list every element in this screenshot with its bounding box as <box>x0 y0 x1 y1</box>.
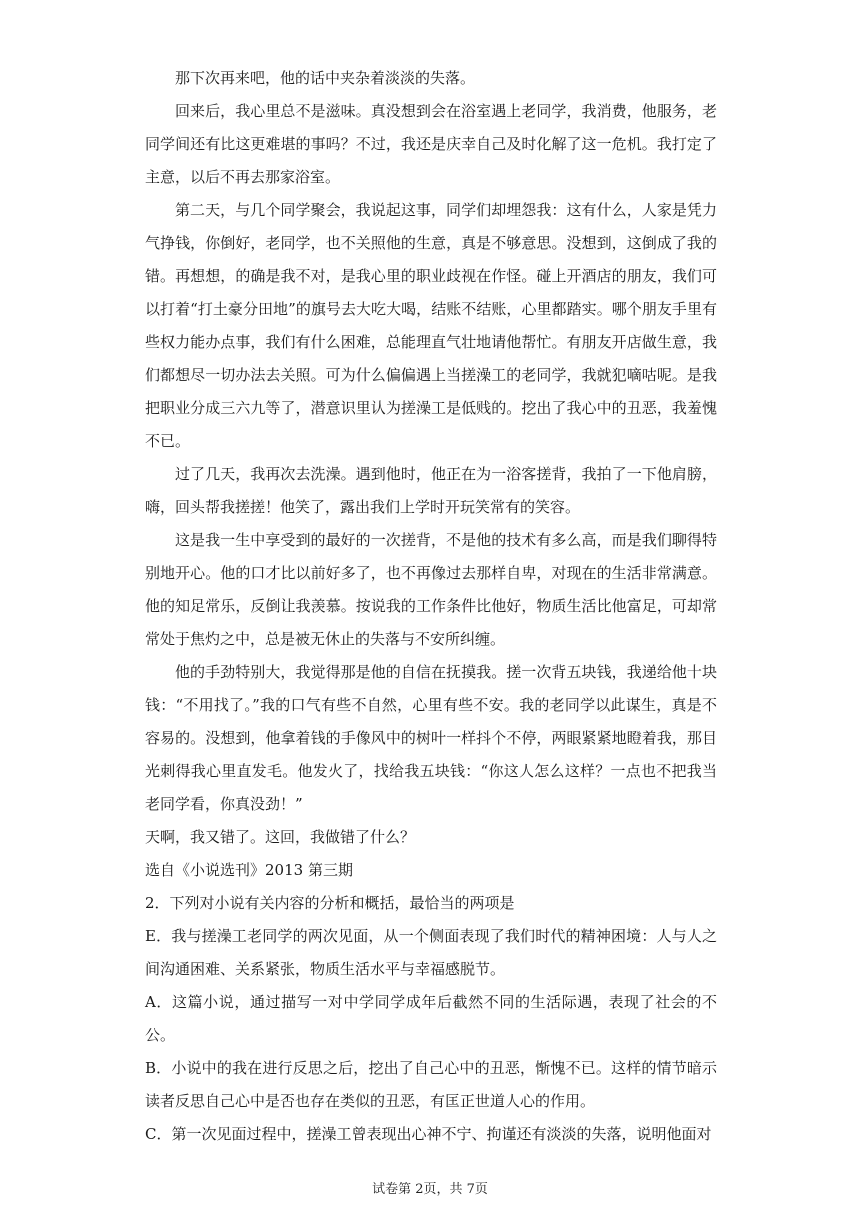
paragraph-3: 第二天，与几个同学聚会，我说起这事，同学们却埋怨我：这有什么，人家是凭力气挣钱，你倒好，老同学，也不关照他的生意，真是不够意思。没想到，这倒成了我的错。再想想，的确是我不对，是我心里的职业歧视在作怪。碰上开酒店的朋友，我们可以打着“打土豪分田地”的旗号去大吃大喝，结账不结账，心里都踏实。哪个朋友手里有些权力能办点事，我们有什么困难，总能理直气壮地请他帮忙。有朋友开店做生意，我们都想尽一切办法去关照。可为什么偏偏遇上当搓澡工的老同学，我就犯嘀咕呢。是我把职业分成三六九等了，潜意识里认为搓澡工是低贱的。挖出了我心中的丑恶，我羞愧不已。 <box>145 201 717 450</box>
source-citation: 选自《小说选刊》2013 第三期 <box>145 861 353 879</box>
paragraph-6: 他的手劲特别大，我觉得那是他的自信在抚摸我。搓一次背五块钱，我递给他十块钱：“不用找了。”我的口气有些不自然，心里有些不安。我的老同学以此谋生，真是不容易的。没想到，他拿着钱的手像风中的树叶一样抖个不停，两眼紧紧地瞪着我，那目光刺得我心里直发毛。他发火了，找给我五块钱：“你这人怎么这样？一点也不把我当老同学看，你真没劲！” <box>145 663 717 813</box>
paragraph-5: 这是我一生中享受到的最好的一次搓背，不是他的技术有多么高，而是我们聊得特别地开心。他的口才比以前好多了，也不再像过去那样自卑，对现在的生活非常满意。他的知足常乐，反倒让我羡慕。按说我的工作条件比他好，物质生活比他富足，可却常常处于焦灼之中，总是被无休止的失落与不安所纠缠。 <box>145 531 717 648</box>
paragraph-1: 那下次再来吧，他的话中夹杂着淡淡的失落。 <box>175 69 476 87</box>
option-c: C．第一次见面过程中，搓澡工曾表现出心神不宁、拘谨还有淡淡的失落，说明他面对 <box>145 1125 712 1143</box>
option-a: A．这篇小说，通过描写一对中学同学成年后截然不同的生活际遇，表现了社会的不公。 <box>145 993 717 1044</box>
question-stem: 2．下列对小说有关内容的分析和概括，最恰当的两项是 <box>145 894 515 912</box>
option-e: E．我与搓澡工老同学的两次见面，从一个侧面表现了我们时代的精神困境：人与人之间沟通困难、关系紧张，物质生活水平与幸福感脱节。 <box>145 927 717 978</box>
option-b: B．小说中的我在进行反思之后，挖出了自己心中的丑恶，惭愧不已。这样的情节暗示读者反思自己心中是否也存在类似的丑恶，有匡正世道人心的作用。 <box>145 1059 717 1110</box>
paragraph-7: 天啊，我又错了。这回，我做错了什么？ <box>145 828 416 846</box>
paragraph-4: 过了几天，我再次去洗澡。遇到他时，他正在为一浴客搓背，我拍了一下他肩膀，嗨，回头帮我搓搓！他笑了，露出我们上学时开玩笑常有的笑容。 <box>145 465 717 516</box>
page-footer: 试卷第 2页，共 7页 <box>372 1182 488 1197</box>
paragraph-2: 回来后，我心里总不是滋味。真没想到会在浴室遇上老同学，我消费，他服务，老同学间还有比这更难堪的事吗？不过，我还是庆幸自己及时化解了这一危机。我打定了主意，以后不再去那家浴室。 <box>145 102 717 186</box>
article-body <box>145 62 717 1151</box>
